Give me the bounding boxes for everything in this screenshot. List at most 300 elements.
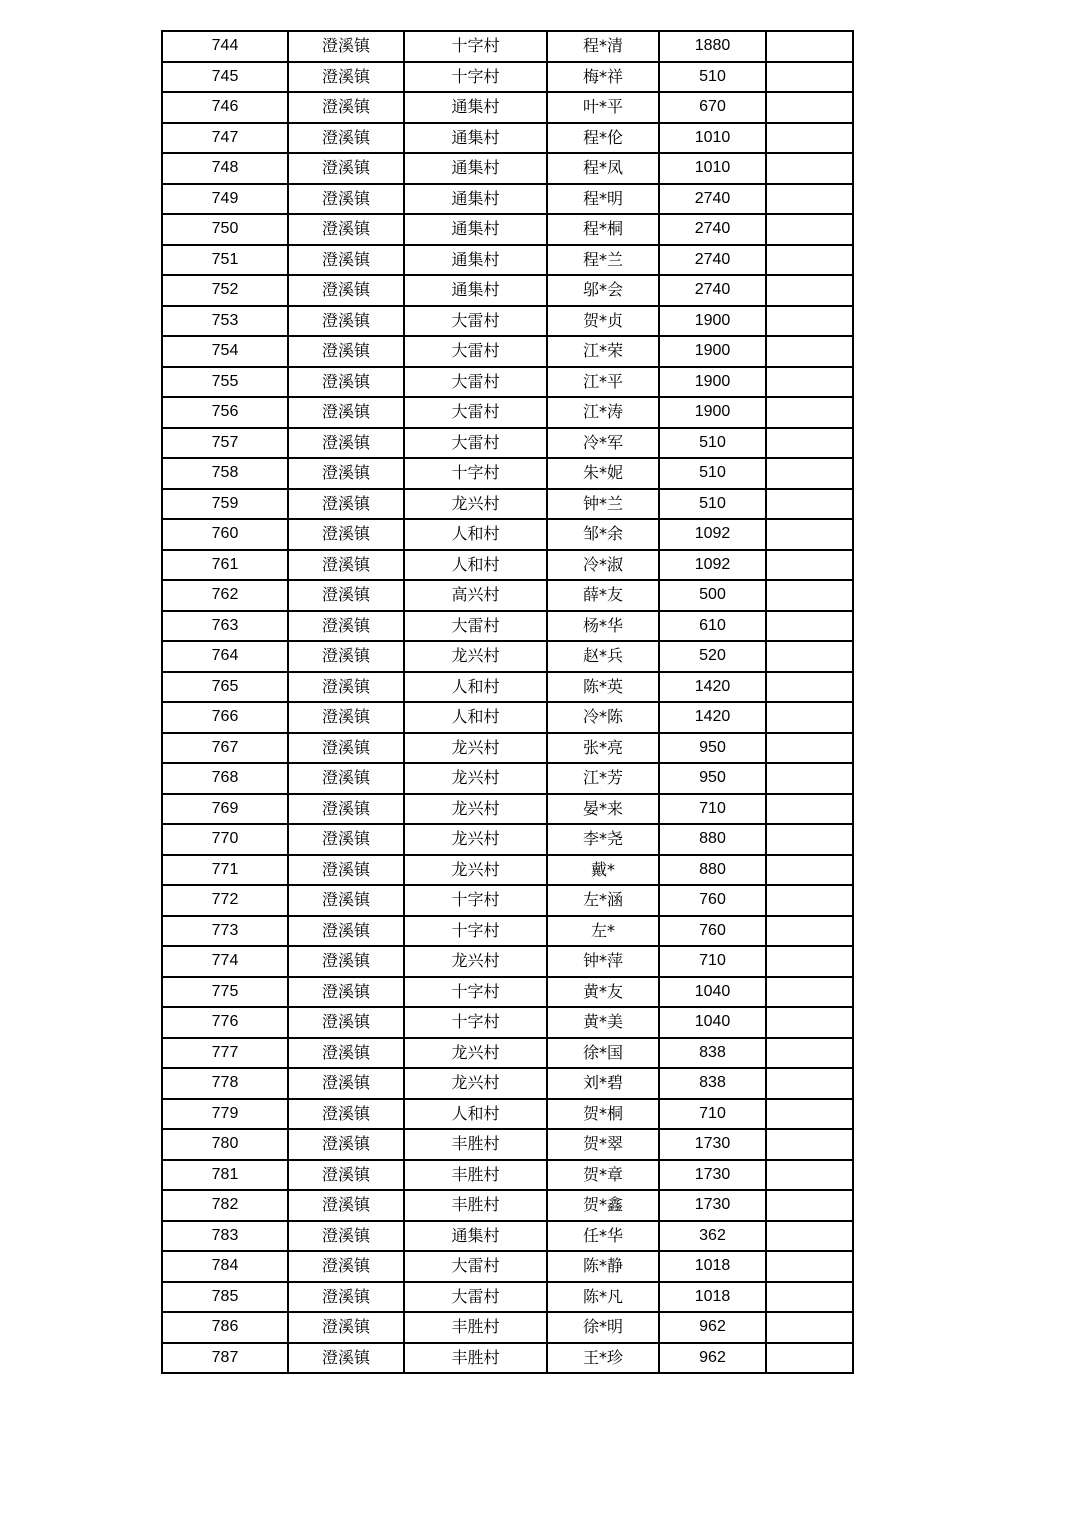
table-row (162, 214, 853, 245)
cell-town: 澄溪镇 (288, 275, 404, 306)
cell-village: 龙兴村 (404, 1038, 547, 1069)
cell-village: 大雷村 (404, 611, 547, 642)
cell-name: 王*珍 (547, 1343, 659, 1374)
cell-town: 澄溪镇 (288, 1007, 404, 1038)
cell-amount: 1900 (659, 397, 766, 428)
cell-town: 澄溪镇 (288, 1343, 404, 1374)
cell-serial-number: 764 (162, 641, 288, 672)
cell-amount: 2740 (659, 275, 766, 306)
cell-town: 澄溪镇 (288, 184, 404, 215)
table-row (162, 397, 853, 428)
cell-amount: 880 (659, 855, 766, 886)
cell-amount: 1730 (659, 1160, 766, 1191)
cell-village: 大雷村 (404, 336, 547, 367)
cell-town: 澄溪镇 (288, 62, 404, 93)
cell-name: 陈*凡 (547, 1282, 659, 1313)
table-row (162, 184, 853, 215)
cell-amount: 1880 (659, 31, 766, 62)
cell-note (766, 550, 853, 581)
cell-amount: 1730 (659, 1129, 766, 1160)
cell-village: 高兴村 (404, 580, 547, 611)
cell-town: 澄溪镇 (288, 1221, 404, 1252)
cell-note (766, 336, 853, 367)
cell-note (766, 1068, 853, 1099)
cell-amount: 950 (659, 733, 766, 764)
cell-note (766, 397, 853, 428)
cell-note (766, 1251, 853, 1282)
table-row (162, 672, 853, 703)
cell-amount: 1040 (659, 977, 766, 1008)
cell-town: 澄溪镇 (288, 1312, 404, 1343)
cell-town: 澄溪镇 (288, 733, 404, 764)
cell-name: 程*伦 (547, 123, 659, 154)
cell-serial-number: 758 (162, 458, 288, 489)
cell-name: 程*兰 (547, 245, 659, 276)
cell-serial-number: 783 (162, 1221, 288, 1252)
cell-village: 大雷村 (404, 428, 547, 459)
table-row (162, 367, 853, 398)
cell-amount: 362 (659, 1221, 766, 1252)
cell-serial-number: 760 (162, 519, 288, 550)
cell-town: 澄溪镇 (288, 885, 404, 916)
cell-town: 澄溪镇 (288, 367, 404, 398)
cell-amount: 962 (659, 1312, 766, 1343)
cell-serial-number: 757 (162, 428, 288, 459)
cell-name: 任*华 (547, 1221, 659, 1252)
cell-town: 澄溪镇 (288, 428, 404, 459)
cell-amount: 1018 (659, 1251, 766, 1282)
table-row (162, 641, 853, 672)
cell-note (766, 245, 853, 276)
cell-serial-number: 753 (162, 306, 288, 337)
cell-serial-number: 762 (162, 580, 288, 611)
cell-name: 江*平 (547, 367, 659, 398)
cell-amount: 2740 (659, 214, 766, 245)
cell-note (766, 306, 853, 337)
cell-amount: 510 (659, 458, 766, 489)
cell-amount: 510 (659, 62, 766, 93)
cell-amount: 1900 (659, 336, 766, 367)
cell-note (766, 184, 853, 215)
cell-note (766, 733, 853, 764)
table-row (162, 1221, 853, 1252)
table-row (162, 336, 853, 367)
cell-amount: 962 (659, 1343, 766, 1374)
cell-town: 澄溪镇 (288, 306, 404, 337)
cell-village: 丰胜村 (404, 1190, 547, 1221)
cell-village: 龙兴村 (404, 946, 547, 977)
cell-town: 澄溪镇 (288, 1099, 404, 1130)
cell-name: 陈*静 (547, 1251, 659, 1282)
cell-amount: 880 (659, 824, 766, 855)
cell-note (766, 519, 853, 550)
cell-note (766, 1312, 853, 1343)
cell-serial-number: 754 (162, 336, 288, 367)
cell-name: 贺*鑫 (547, 1190, 659, 1221)
cell-name: 黄*美 (547, 1007, 659, 1038)
cell-village: 人和村 (404, 1099, 547, 1130)
cell-town: 澄溪镇 (288, 855, 404, 886)
cell-note (766, 1160, 853, 1191)
cell-amount: 1420 (659, 672, 766, 703)
cell-amount: 670 (659, 92, 766, 123)
table-row (162, 702, 853, 733)
cell-note (766, 31, 853, 62)
cell-note (766, 275, 853, 306)
cell-note (766, 794, 853, 825)
cell-note (766, 92, 853, 123)
cell-name: 刘*碧 (547, 1068, 659, 1099)
cell-village: 大雷村 (404, 367, 547, 398)
table-row (162, 916, 853, 947)
cell-amount: 1900 (659, 306, 766, 337)
cell-name: 江*芳 (547, 763, 659, 794)
table-row (162, 550, 853, 581)
cell-amount: 710 (659, 1099, 766, 1130)
cell-town: 澄溪镇 (288, 519, 404, 550)
cell-village: 人和村 (404, 702, 547, 733)
cell-note (766, 458, 853, 489)
cell-serial-number: 775 (162, 977, 288, 1008)
cell-town: 澄溪镇 (288, 397, 404, 428)
cell-serial-number: 761 (162, 550, 288, 581)
table-row (162, 1129, 853, 1160)
table-row (162, 1343, 853, 1374)
cell-name: 叶*平 (547, 92, 659, 123)
table-row (162, 428, 853, 459)
table-row (162, 855, 853, 886)
cell-amount: 1040 (659, 1007, 766, 1038)
cell-note (766, 1343, 853, 1374)
cell-name: 李*尧 (547, 824, 659, 855)
cell-note (766, 946, 853, 977)
cell-name: 张*亮 (547, 733, 659, 764)
table-row (162, 794, 853, 825)
cell-note (766, 580, 853, 611)
cell-note (766, 855, 853, 886)
cell-village: 通集村 (404, 1221, 547, 1252)
cell-town: 澄溪镇 (288, 1190, 404, 1221)
cell-amount: 2740 (659, 245, 766, 276)
cell-note (766, 1190, 853, 1221)
cell-village: 大雷村 (404, 1282, 547, 1313)
cell-village: 龙兴村 (404, 794, 547, 825)
cell-serial-number: 787 (162, 1343, 288, 1374)
table-row (162, 1099, 853, 1130)
cell-village: 十字村 (404, 885, 547, 916)
cell-village: 龙兴村 (404, 855, 547, 886)
cell-town: 澄溪镇 (288, 916, 404, 947)
table-row (162, 123, 853, 154)
cell-amount: 838 (659, 1038, 766, 1069)
table-row (162, 733, 853, 764)
cell-serial-number: 770 (162, 824, 288, 855)
cell-town: 澄溪镇 (288, 92, 404, 123)
table-row (162, 1068, 853, 1099)
cell-village: 十字村 (404, 31, 547, 62)
cell-town: 澄溪镇 (288, 458, 404, 489)
cell-amount: 1420 (659, 702, 766, 733)
cell-town: 澄溪镇 (288, 672, 404, 703)
cell-town: 澄溪镇 (288, 1038, 404, 1069)
cell-name: 左* (547, 916, 659, 947)
cell-village: 人和村 (404, 550, 547, 581)
table-row (162, 489, 853, 520)
cell-serial-number: 784 (162, 1251, 288, 1282)
cell-village: 通集村 (404, 123, 547, 154)
cell-amount: 1018 (659, 1282, 766, 1313)
cell-village: 人和村 (404, 672, 547, 703)
cell-name: 冷*淑 (547, 550, 659, 581)
cell-amount: 510 (659, 489, 766, 520)
cell-town: 澄溪镇 (288, 153, 404, 184)
cell-name: 冷*军 (547, 428, 659, 459)
cell-town: 澄溪镇 (288, 1282, 404, 1313)
cell-note (766, 672, 853, 703)
cell-name: 贺*贞 (547, 306, 659, 337)
cell-amount: 1730 (659, 1190, 766, 1221)
cell-serial-number: 745 (162, 62, 288, 93)
cell-amount: 838 (659, 1068, 766, 1099)
cell-note (766, 428, 853, 459)
cell-town: 澄溪镇 (288, 977, 404, 1008)
cell-name: 薛*友 (547, 580, 659, 611)
table-row (162, 946, 853, 977)
cell-amount: 510 (659, 428, 766, 459)
cell-name: 钟*萍 (547, 946, 659, 977)
cell-amount: 950 (659, 763, 766, 794)
cell-name: 左*涵 (547, 885, 659, 916)
cell-note (766, 62, 853, 93)
cell-note (766, 824, 853, 855)
cell-name: 徐*国 (547, 1038, 659, 1069)
cell-name: 陈*英 (547, 672, 659, 703)
cell-note (766, 1282, 853, 1313)
table-row (162, 1038, 853, 1069)
cell-town: 澄溪镇 (288, 946, 404, 977)
cell-town: 澄溪镇 (288, 763, 404, 794)
cell-town: 澄溪镇 (288, 336, 404, 367)
table-row (162, 611, 853, 642)
cell-amount: 1092 (659, 519, 766, 550)
cell-name: 杨*华 (547, 611, 659, 642)
cell-village: 龙兴村 (404, 733, 547, 764)
table-row (162, 31, 853, 62)
cell-note (766, 367, 853, 398)
cell-note (766, 1007, 853, 1038)
cell-serial-number: 748 (162, 153, 288, 184)
cell-village: 大雷村 (404, 1251, 547, 1282)
cell-note (766, 885, 853, 916)
cell-village: 丰胜村 (404, 1160, 547, 1191)
cell-village: 大雷村 (404, 397, 547, 428)
cell-town: 澄溪镇 (288, 1160, 404, 1191)
cell-note (766, 977, 853, 1008)
cell-town: 澄溪镇 (288, 1129, 404, 1160)
table-row (162, 824, 853, 855)
cell-serial-number: 752 (162, 275, 288, 306)
cell-amount: 710 (659, 946, 766, 977)
cell-village: 龙兴村 (404, 1068, 547, 1099)
cell-town: 澄溪镇 (288, 641, 404, 672)
cell-village: 大雷村 (404, 306, 547, 337)
cell-serial-number: 779 (162, 1099, 288, 1130)
cell-name: 黄*友 (547, 977, 659, 1008)
cell-serial-number: 778 (162, 1068, 288, 1099)
table-row (162, 1251, 853, 1282)
cell-name: 贺*翠 (547, 1129, 659, 1160)
cell-name: 朱*妮 (547, 458, 659, 489)
cell-amount: 1010 (659, 153, 766, 184)
cell-serial-number: 751 (162, 245, 288, 276)
table-row (162, 458, 853, 489)
cell-serial-number: 774 (162, 946, 288, 977)
table-row (162, 62, 853, 93)
cell-note (766, 641, 853, 672)
cell-serial-number: 744 (162, 31, 288, 62)
cell-name: 程*凤 (547, 153, 659, 184)
cell-village: 通集村 (404, 245, 547, 276)
cell-town: 澄溪镇 (288, 1068, 404, 1099)
cell-serial-number: 785 (162, 1282, 288, 1313)
cell-name: 邹*余 (547, 519, 659, 550)
cell-serial-number: 771 (162, 855, 288, 886)
cell-serial-number: 772 (162, 885, 288, 916)
cell-village: 十字村 (404, 62, 547, 93)
cell-village: 龙兴村 (404, 824, 547, 855)
cell-note (766, 1038, 853, 1069)
cell-town: 澄溪镇 (288, 611, 404, 642)
cell-town: 澄溪镇 (288, 123, 404, 154)
cell-town: 澄溪镇 (288, 489, 404, 520)
cell-serial-number: 756 (162, 397, 288, 428)
cell-serial-number: 776 (162, 1007, 288, 1038)
cell-serial-number: 759 (162, 489, 288, 520)
cell-amount: 710 (659, 794, 766, 825)
cell-name: 晏*来 (547, 794, 659, 825)
cell-serial-number: 749 (162, 184, 288, 215)
cell-serial-number: 746 (162, 92, 288, 123)
cell-village: 丰胜村 (404, 1312, 547, 1343)
cell-note (766, 1221, 853, 1252)
cell-village: 通集村 (404, 275, 547, 306)
cell-serial-number: 747 (162, 123, 288, 154)
cell-village: 通集村 (404, 184, 547, 215)
cell-village: 丰胜村 (404, 1129, 547, 1160)
cell-town: 澄溪镇 (288, 31, 404, 62)
cell-amount: 500 (659, 580, 766, 611)
cell-serial-number: 767 (162, 733, 288, 764)
table-row (162, 519, 853, 550)
table-row (162, 763, 853, 794)
cell-amount: 1010 (659, 123, 766, 154)
cell-note (766, 153, 853, 184)
table-row (162, 245, 853, 276)
cell-village: 龙兴村 (404, 489, 547, 520)
table-row (162, 1190, 853, 1221)
cell-village: 十字村 (404, 1007, 547, 1038)
cell-serial-number: 777 (162, 1038, 288, 1069)
cell-name: 钟*兰 (547, 489, 659, 520)
cell-serial-number: 750 (162, 214, 288, 245)
table-row (162, 275, 853, 306)
cell-note (766, 214, 853, 245)
cell-serial-number: 769 (162, 794, 288, 825)
cell-name: 徐*明 (547, 1312, 659, 1343)
cell-name: 冷*陈 (547, 702, 659, 733)
cell-name: 梅*祥 (547, 62, 659, 93)
cell-amount: 520 (659, 641, 766, 672)
cell-village: 通集村 (404, 153, 547, 184)
cell-amount: 760 (659, 916, 766, 947)
cell-name: 戴* (547, 855, 659, 886)
table-row (162, 306, 853, 337)
cell-village: 龙兴村 (404, 641, 547, 672)
cell-amount: 760 (659, 885, 766, 916)
cell-note (766, 916, 853, 947)
cell-serial-number: 773 (162, 916, 288, 947)
cell-note (766, 1129, 853, 1160)
cell-amount: 1092 (659, 550, 766, 581)
table-row (162, 1007, 853, 1038)
cell-town: 澄溪镇 (288, 794, 404, 825)
cell-name: 贺*桐 (547, 1099, 659, 1130)
cell-town: 澄溪镇 (288, 702, 404, 733)
table-row (162, 1312, 853, 1343)
cell-name: 江*涛 (547, 397, 659, 428)
cell-town: 澄溪镇 (288, 245, 404, 276)
cell-note (766, 1099, 853, 1130)
cell-name: 程*明 (547, 184, 659, 215)
cell-town: 澄溪镇 (288, 580, 404, 611)
cell-village: 十字村 (404, 977, 547, 1008)
cell-name: 赵*兵 (547, 641, 659, 672)
cell-serial-number: 763 (162, 611, 288, 642)
cell-note (766, 489, 853, 520)
cell-town: 澄溪镇 (288, 1251, 404, 1282)
cell-town: 澄溪镇 (288, 824, 404, 855)
cell-village: 十字村 (404, 916, 547, 947)
table-row (162, 1282, 853, 1313)
cell-note (766, 763, 853, 794)
table-row (162, 580, 853, 611)
table-row (162, 92, 853, 123)
cell-serial-number: 768 (162, 763, 288, 794)
cell-village: 通集村 (404, 92, 547, 123)
cell-serial-number: 780 (162, 1129, 288, 1160)
cell-note (766, 123, 853, 154)
cell-serial-number: 766 (162, 702, 288, 733)
table-row (162, 885, 853, 916)
cell-village: 丰胜村 (404, 1343, 547, 1374)
cell-amount: 2740 (659, 184, 766, 215)
cell-serial-number: 786 (162, 1312, 288, 1343)
table-body (162, 31, 853, 1373)
cell-village: 通集村 (404, 214, 547, 245)
cell-village: 十字村 (404, 458, 547, 489)
cell-serial-number: 765 (162, 672, 288, 703)
cell-note (766, 702, 853, 733)
cell-town: 澄溪镇 (288, 214, 404, 245)
table-row (162, 977, 853, 1008)
table-row (162, 153, 853, 184)
table-row (162, 1160, 853, 1191)
data-table (161, 30, 854, 1374)
cell-village: 人和村 (404, 519, 547, 550)
cell-serial-number: 755 (162, 367, 288, 398)
cell-name: 江*荣 (547, 336, 659, 367)
cell-serial-number: 782 (162, 1190, 288, 1221)
